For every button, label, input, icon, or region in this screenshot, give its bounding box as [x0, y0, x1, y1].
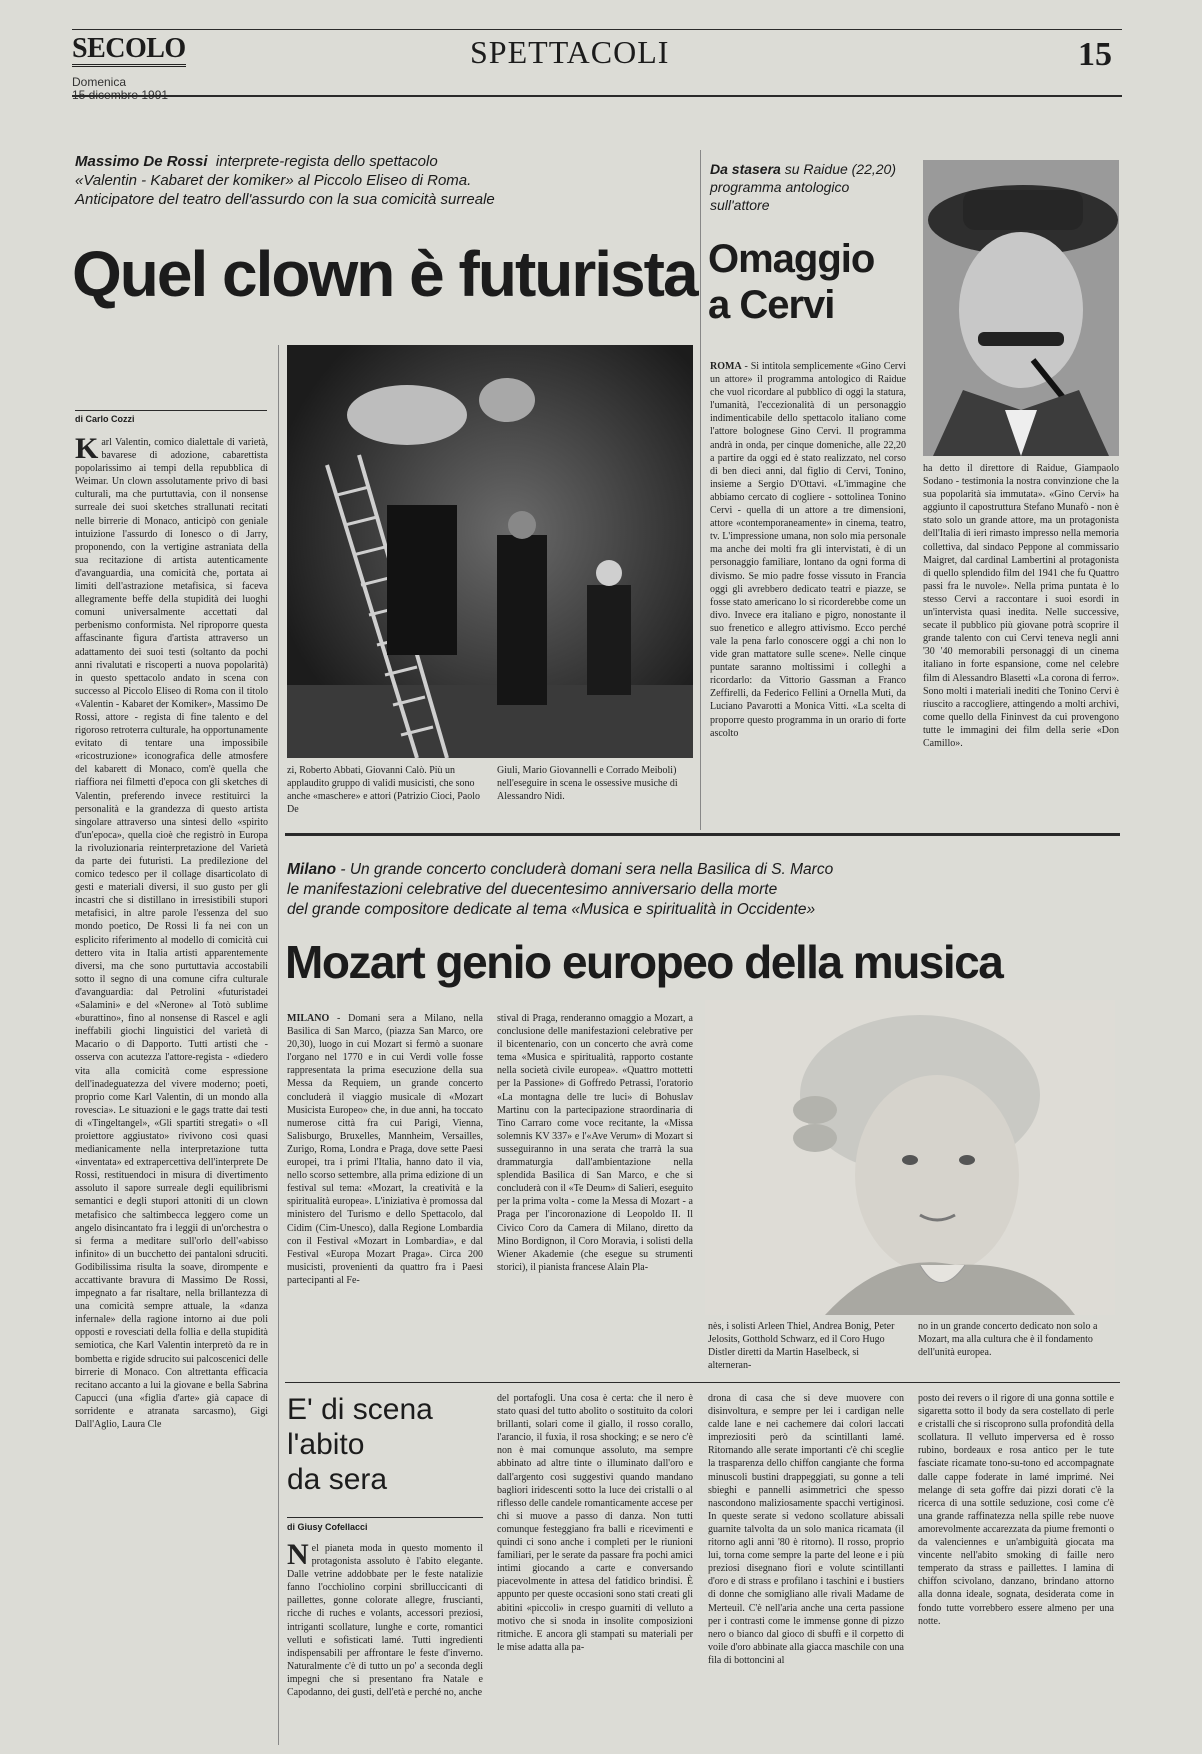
valentin-kicker-line1: interprete-regista dello spettacolo [215, 153, 438, 170]
abito-byline-rule [287, 1517, 483, 1518]
valentin-kicker-name: Massimo De Rossi [75, 153, 208, 170]
mozart-kicker [287, 860, 1117, 920]
lower-section-rule [285, 1382, 1120, 1383]
abito-body-column-3: drona di casa che si deve muovere con disinvoltura, e sempre per lei i cardigan nelle calde lane e nei cachemere dai colori laccati impreziositi però da scintillanti lamé. Ritornando alle serate importanti c'è chi sceglie la trasparenza dello chiffon cangiante che forma minuscoli bustini drappeggiati, su gonne a teli sbieghi e pannelli asimmetrici che spesso nascondono maliziosamente spacchi vertiginosi. In queste serate si vedono scollature abissali guarnite talvolta da un solo manica ricamata (il ritorno agli anni '80 è ritorno). Il rosso, proprio lui, torna come sempre la parte del leone e i più preziosi disegnano fiori e volute scintillanti d'oro e di strass e profilano i taschini e i bustiers di donne che somigliano alle rivali Madame de Merteuil. C'è nell'aria anche una certa passione per i contrasti come le immense gonne di pizzo nero o bianco dal gioco di sbuffi e il corpetto di voile d'oro abbinate alla giacca maschile con una fila di bottoncini al [708, 1393, 904, 1666]
mozart-kicker-line1: - Un grande concerto concluderà domani sera nella Basilica di S. Marco [336, 861, 834, 878]
cervi-kicker [710, 160, 910, 214]
issue-date [72, 76, 168, 102]
cervi-body-column-2: ha detto il direttore di Raidue, Giampaolo Sodano - testimonia la nostra convinzione che la sua popolarità sia immutata». «Gino Cervi» ha aggiunto il capostruttura Stefano Munafò - non è stato solo un grande attore, ma un protagonista dell'Italia di ieri rimasto impresso nella memoria collettiva, dal sindaco Peppone al commissario Maigret, dal cardinal Lambertini al protagonista di quello splendido film del 1941 che fu Quattro passi fra le nuvole». Nella prima puntata è lo stesso Cervi a raccontare i suoi esordi in un'intervista quasi inedita. Nelle successive, secate il pubblico più giovane potrà scoprire il grande talento con cui Cervi teneva negli anni '30 '40 memorabili personaggi di un cinema italiano in forte espansione, come nel celebre film di Alessandro Blasetti «La corona di ferro». Sono molti i materiali inediti che Tonino Cervi è riuscito a raccogliere, attingendo a molti archivi, come quello della Fininvest da cui provengono tutte le immagini dei film della serie «Don Camillo». [923, 463, 1119, 749]
mozart-body-text-1: - Domani sera a Milano, nella Basilica di San Marco, (piazza San Marco, ore 20,30), luogo in cui Mozart si fermò a suonare l'organo nel 1770 e in cui Verdi volle fosse rappresentata la prima esecuzione della sua Messa da Requiem, un grande concerto concluderà il viaggio musicale di «Mozart Musicista Europeo» che, in due anni, ha toccato numerose città fra cui Parigi, Vienna, Salisburgo, Bruxelles, Mannheim, Versailles, Zurigo, Roma, Londra e Praga, dove sette Paesi europei, tra i primi l'Italia, hanno dato il via, nello scorso settembre, alla prima edizione di un festival sul tema: «Mozart, la creatività e la spiritualità europea». L'iniziativa è promossa dal ministero del Turismo e dello Spettacolo, dal Cidim (Cim-Unesco), dalla Regione Lombardia con il Festival «Mozart in Lombardia», e dal Festival «Europa Mozart Praga». Circa 200 musicisti, provenienti da quattro fra i Paesi partecipanti al Fe- [287, 1013, 483, 1286]
mozart-kicker-line3: del grande compositore dedicate al tema «Musica e spiritualità in Occidente» [287, 901, 816, 918]
mozart-kicker-bold: Milano [287, 861, 337, 878]
mozart-kicker-line2: le manifestazioni celebrative del duecentesimo anniversario della morte [287, 881, 778, 898]
section-title: SPETTACOLI [470, 34, 670, 70]
mozart-body-column-2: stival di Praga, renderanno omaggio a Mozart, a conclusione delle manifestazioni celebrative per il bicentenario, con un concerto che avrà come tema «Musica e spiritualità, rapporto costante nella società civile europea». «Quattro mottetti per la Passione» di Goffredo Petrassi, l'oratorio «La montagna delle tre luci» di Bohuslav Martinu con la partecipazione straordinaria di Tino Carraro come voce recitante, la «Missa solemnis KV 337» e l'«Ave Verum» di Mozart si susseguiranno in una serata che trarrà la sua drammaturgia dall'ambientazione nella splendida Basilica di San Marco, e che si concluderà con il «Te Deum» di Salieri, eseguito per la prima volta - come la Messa di Mozart - a Praga per l'incoronazione di Leopoldo II. Il Civico Coro da Camera di Milano, diretto da Mino Bordignon, il Coro Moravia, i solisti della Wiener Akademie (che esegue su strumenti storici), il pianista francese Alain Pla- [497, 1013, 693, 1273]
masthead-rule [72, 95, 1122, 97]
abito-headline-line1: E' di scena [287, 1393, 433, 1426]
masthead-rule-thin [72, 29, 1122, 30]
mozart-portrait-image [705, 1000, 1115, 1315]
page-number: 15 [1078, 36, 1112, 73]
byline-rule [75, 410, 267, 411]
abito-dropcap: N [287, 1542, 309, 1571]
abito-body-column-1 [287, 1542, 483, 1752]
cervi-headline [708, 236, 874, 328]
abito-body-column-4: posto dei revers o il rigore di una gonna sottile e sigaretta sotto il body da sera costellato di perle e cristalli che si riscoprono sulla profondità della scollatura. Il velluto imperversa ed è rosso rubino, bordeaux e rosa antico per le tute fasciate ricamate tono-su-tono ed accompagnate dalle cappe foderate in lamé imprimé. Nei melange di seta goffre dai pizzi dorati c'è la ricerca di una sottile seduzione, così come c'è una grande raffinatezza nella spille rebe nuove amorevolmente accarezzata da piume fremonti o da valenciennes e un'ambiguità giocata ma vincente nell'abito smoking di faille nero temperato da strass e paillettes. I lamina di chiffon scivolano, danzano, brindano attorno alla donna ideale, sognata, desiderata come in fondo tutte vorrebbero essere almeno per una notte. [918, 1393, 1114, 1627]
cervi-headline-line2: a Cervi [708, 283, 835, 327]
cervi-headline-line1: Omaggio [708, 237, 875, 281]
gino-cervi-portrait [923, 160, 1119, 456]
section-rule [285, 833, 1120, 836]
valentin-caption-left: zi, Roberto Abbati, Giovanni Calò. Più un applaudito gruppo di validi musicisti, che sono anche «maschere» e attori (Patrizio Cioci, Paolo De [287, 765, 480, 815]
cervi-body-column-1 [710, 360, 906, 820]
abito-body-text-1: el pianeta moda in questo momento il protagonista assoluto è l'abito elegante. Dalle vetrine addobbate per le feste natalizie fanno l'occhiolino corpini sbrilluccicanti di paillettes, gonne colorate allegre, fruscianti, ricche di ruches e volants, accessori preziosi, intriganti scollature, lunghe e corte, romantici velluti e sofisticati lamé. Tutti ingredienti indispensabili per affrontare le feste d'inverno. Naturalmente c'è di tutto un po' a seconda degli impegni che si presentano fra Natale e Capodanno, dei gusti, dell'età e perché no, anche [287, 1543, 483, 1699]
mozart-dateline: MILANO [287, 1013, 330, 1024]
valentin-kicker-line2: «Valentin - Kabaret der komiker» al Piccolo Eliseo di Roma. [75, 172, 472, 189]
abito-body-column-2: del portafogli. Una cosa è certa: che il nero è stato quasi del tutto abolito o sostituito da colori brillanti, solari come il giallo, il rosso corallo, l'arancio, il fuxia, il rosa shocking; e se nero c'è non è mai comunque assoluto, ma sempre abbinato ad altre tinte o illuminato dall'oro e dall'argento così suggestivi quando mandano bagliori iridescenti sotto la luce dei cristalli o al riflesso delle candele romanticamente accese per chi si muove a passo di danza. Non tutti comunque festeggiano fra balli e ricevimenti e quindi ci sono anche i completi per le riunioni familiari, per le serate da passare fra pochi amici intimi giocando a carte e conversando piacevolmente in attesa del fatidico brindisi. È appunto per queste occasioni sono stati creati gli abitini «piccoli» in crespo guarniti di velluto a motivo che si snoda in insolite composizioni ritmiche. E ancora gli stampati su materiali per le mise adatta alla pa- [497, 1393, 693, 1653]
mozart-headline: Mozart genio europeo della musica [285, 936, 1003, 988]
mozart-caption-left: nès, i solisti Arleen Thiel, Andrea Bonig, Peter Jelosits, Gotthold Schwarz, ed il Coro Hugo Distler diretti da Martin Haselbeck, si alterneran- [708, 1321, 895, 1371]
valentin-dropcap: K [75, 436, 99, 465]
cervi-body-text-1: - Si intitola semplicemente «Gino Cervi un attore» il programma antologico di Raidue che vuol ricordare al pubblico di oggi la statura, l'umanità, l'eccezionalità di un personaggio indimenticabile dello spettacolo italiano come l'attore bolognese Gino Cervi. Il programma andrà in onda, per cinque domeniche, alle 22,20 a partire da oggi ed è stato realizzato, nel corso di ben dieci anni, dal figlio di Cervi, Tonino, insieme a Sergio D'Ottavi. «L'immagine che abbiamo cercato di cogliere - sottolinea Tonino Cervi - quella di un attore a tre dimensioni, attore «contemporaneamente» in cinema, teatro, tv. L'impressione umana, non solo mia personale ma anche dei molti fra gli intervistati, è di un personaggio familiare, lontano da ogni forma di divismo. Se mio padre fosse vissuto in Francia oggi gli avrebbero dedicato teatri e piazze, se fosse stato americano lo si ricorderebbe come un divo. Invece era italiano e pigro, nonostante il suo frenetico e allegro attivismo. Ecco perché vale la pena farlo conoscere oggi a chi non lo vide gran mattatore sulle scene». Nelle cinque puntate saranno moltissimi i colleghi a ricordarlo: da Vittorio Gassman a Franco Zeffirelli, da Federico Fellini a Ornella Muti, da Luciano Pavarotti a Monica Vitti. «La scelta di proporre questo programma in un orario di forte ascolto [710, 361, 906, 739]
abito-headline-line3: da sera [287, 1463, 388, 1496]
abito-headline [287, 1392, 433, 1497]
cervi-kicker-bold: Da stasera [710, 161, 781, 177]
mozart-body-column-1 [287, 1012, 483, 1357]
abito-byline: di Giusy Cofellacci [287, 1522, 368, 1532]
valentin-column-divider [278, 345, 279, 1745]
valentin-body-column [75, 436, 268, 1751]
valentin-kicker [75, 152, 695, 209]
valentin-byline: di Carlo Cozzi [75, 414, 135, 424]
cervi-kicker-text: su Raidue (22,20) programma antologico sull'attore [710, 161, 897, 213]
mozart-caption-right: no in un grande concerto dedicato non solo a Mozart, ma alla cultura che è il fondamento dell'unità europea. [918, 1321, 1098, 1358]
abito-headline-line2: l'abito [287, 1428, 365, 1461]
valentin-headline: Quel clown è futurista [72, 238, 697, 310]
valentin-caption-right: Giuli, Mario Giovannelli e Corrado Meiboli) nell'eseguire in scena le ossessive musiche di Alessandro Nidi. [497, 765, 678, 802]
cervi-divider [700, 150, 701, 830]
cervi-portrait-photo [923, 160, 1119, 456]
valentin-kicker-line3: Anticipatore del teatro dell'assurdo con la sua comicità surreale [75, 191, 495, 208]
valentin-body-text: arl Valentin, comico dialettale di varietà, bavarese di adozione, cabarettista popolarissimo ai tempi della repubblica di Weimar. Un clown assolutamente privo di basi culturali, ma che purtuttavia, con il nonsense surreale dei suoi sketches strallunati recitati nelle birrerie di Monaco, anticipò con geniale intuizione l'assurdo di Ionesco o di Jarry, proponendo, con la vertigine astraniata della sua recitazione di artista autenticamente d'avanguardia, una comicità che, portata ai limiti dell'astrazione metafisica, si faceva allegramente beffe della stupidità dei luoghi comuni universalmente accettati dal perbenismo conformista. Nel riproporre questa affascinante figura d'artista attraverso un adattamento dei suoi testi (soltanto da pochi anni rivalutati e riscoperti a nuova popolarità) in questo spettacolo andato in scena con successo al Piccolo Eliseo di Roma con il titolo «Valentin - Kabaret der Komiker», Massimo De Rossi, attore - regista di fine talento e del rigoroso retroterra culturale, ha opportunamente evitato di tentare una impossibile «ricostruzione» iconografica delle atmosfere del kabarett di Monaco, com'è quella che riaffiora nei filmetti d'epoca con gli sketches di Valentin, preferendo invece restituirci la personalità e la grandezza di questo artista singolare attraverso una sintesi dello «spirito d'un'epoca», quella cioè che registrò in Europa la rivoluzionaria reinterpretazione del Varietà da parte dei futuristi. La predilezione del comico tedesco per il collage disarticolato di gesti e materiali diversi, il suo gusto per gli incastri che si distillano in irresistibili stupori metafisici, in altre parole l'essenza del suo mondo poetico, De Rossi li fa nei con un esplicito riferimento al modello di comicità cui dettero vita in Italia artisti apparentemente diversi, ma che sono purtuttavia accostabili sotto il segno di una comune cifra culturale d'avanguardia: dal Petrolini «futuristadei «Salamini» e del «Nerone» al Totò sublime «burattino», fino al nonsense di Rascel e agli ineffabili giochi linguistici del varietà di Macario o di Dapporto. Tutti artisti che - osserva con acutezza l'attore-regista - «diedero vita alla comicità come espressione dell'inadeguatezza del vivere moderno; poeti, proprio come Karl Valentin, di un mondo alla rovescia». Le situazioni e le gags tratte dai testi di «Tingeltangel», «Gli spartiti stregati» o «Il proiettore aggiustato» rivivono così quasi medianicamente nella interpretazione tutta «inventata» ed extrapercettiva dell'interprete De Rossi, restituendoci in misura di divertimento assoluto il sapore surreale degli equilibrismi semantici e degli stupori attoniti di un clown metafisico che saltimbecca leggero come un angelo disincantato fra i leggii di un'orchestra o si ferma a meditare sull'orlo dell'«abisso infinito» di un bucchetto dei pantaloni sdruciti. Godibilissima risulta la soave, dirompente e accattivante bravura di Massimo De Rossi, impegnato a far risaltare, nella brillantezza di una comicità sempre attuale, la «danza infernale» della ragione intorno ai due poli opposti e rovesciati della follia e della stupidità semiotica, che Karl Valentin interpretò da re in bombetta e rigide sdrucito sui palcoscenici delle birrerie di Monaco. Con altrettanta efficacia recitano accanto a lui la giovane e bella Sabrina Capucci (una «figlia d'arte» già capace di sorridente e atranata sarcasmo), Gigi Dall'Aglio, Laura Cle [75, 437, 268, 1431]
valentin-stage-photo [287, 345, 693, 758]
newspaper-logo: SECOLO [72, 34, 186, 67]
issue-day: Domenica [72, 75, 127, 89]
stage-scene-image [287, 345, 693, 758]
cervi-dateline: ROMA [710, 361, 742, 372]
mozart-portrait [705, 1000, 1115, 1315]
